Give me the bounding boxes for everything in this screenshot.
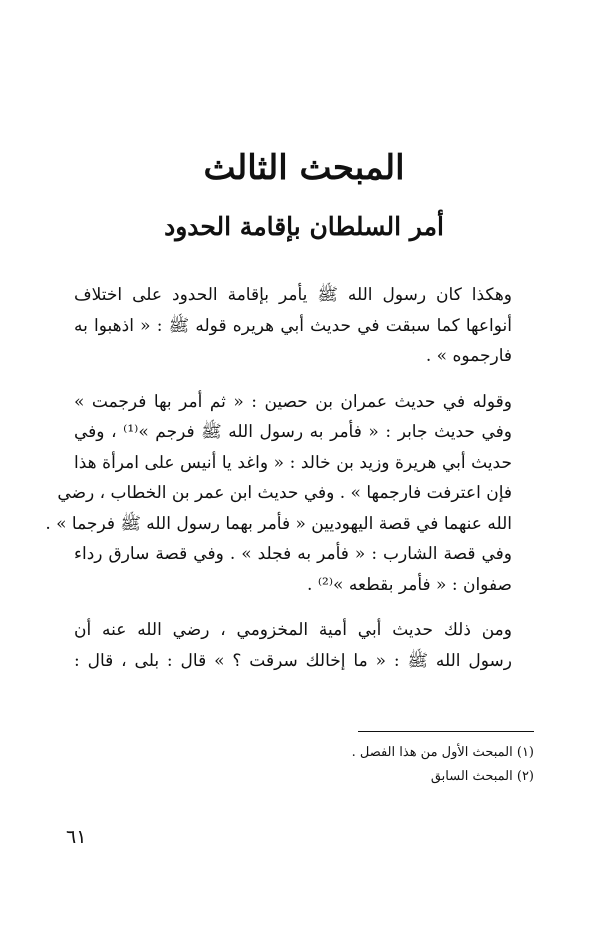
text-line: فارجموه » . [425, 346, 512, 366]
footnote-divider [358, 731, 534, 732]
footnote-2: (٢) المبحث السابق [430, 769, 534, 784]
text-line: وفي قصة الشارب : « فأمر به فجلد » . وفي قصة سارق رداء [74, 544, 512, 564]
text-line: حديث أبي هريرة وزيد بن خالد : « واغد يا أنيس على امرأة هذا [74, 452, 512, 473]
text-line: الله عنهما في قصة اليهوديين « فأمر بهما رسول الله ﷺ فرجما » . [45, 513, 512, 534]
chapter-subtitle: أمر السلطان بإقامة الحدود [164, 212, 444, 241]
paragraph-1 [74, 280, 534, 372]
text-line: وفي حديث جابر : « فأمر به رسول الله ﷺ فرجم »⁽¹⁾ ، وفي [74, 422, 512, 442]
text-line: فإن اعترفت فارجمها » . وفي حديث ابن عمر بن الخطاب ، رضي [57, 483, 512, 503]
text-line: رسول الله ﷺ : « ما إخالك سرقت ؟ » قال : بلى ، قال : [74, 650, 512, 671]
text-line: صفوان : « فأمر بقطعه »⁽²⁾ . [307, 574, 512, 595]
text-line: ومن ذلك حديث أبي أمية المخزومي ، رضي الله عنه أن [74, 620, 512, 640]
text-line: وهكذا كان رسول الله ﷺ يأمر بإقامة الحدود على اختلاف [74, 285, 512, 305]
paragraph-3 [74, 615, 534, 676]
chapter-title: المبحث الثالث [203, 148, 405, 188]
text-line: وقوله في حديث عمران بن حصين : « ثم أمر بها فرجمت » [74, 391, 512, 412]
text-line: أنواعها كما سبقت في حديث أبي هريره قوله ﷺ : « اذهبوا به [74, 315, 512, 336]
page-number: ٦١ [66, 826, 87, 848]
body-text [45, 280, 534, 691]
paragraph-2 [45, 387, 534, 601]
footnote-1: (١) المبحث الأول من هذا الفصل . [351, 745, 534, 760]
footnotes [234, 741, 534, 789]
